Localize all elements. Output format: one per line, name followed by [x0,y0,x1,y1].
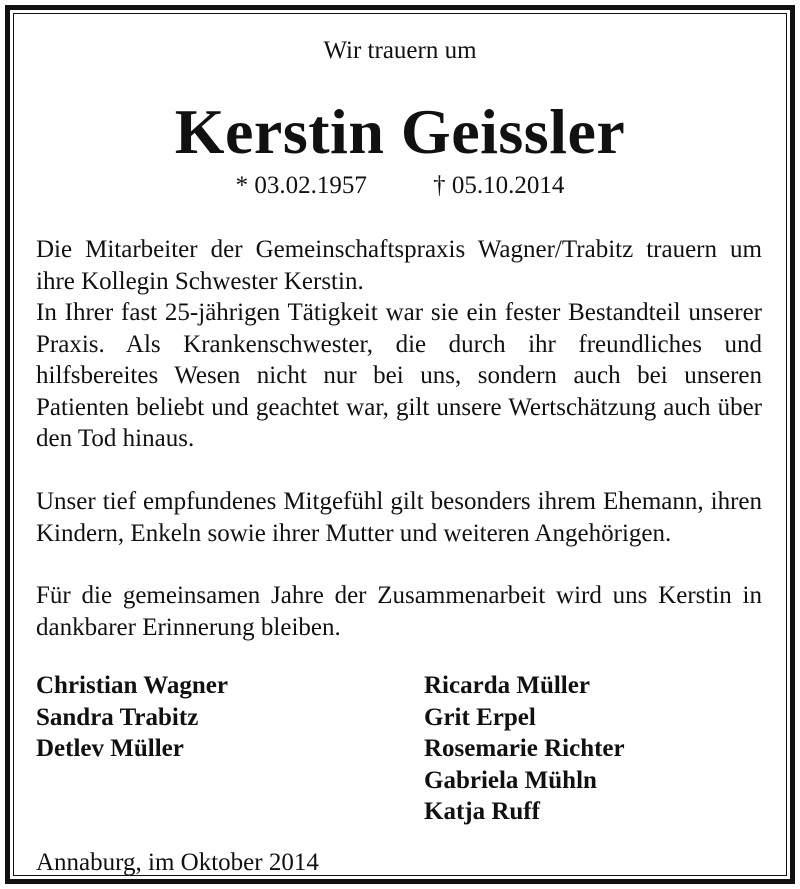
signer-name: Ricarda Müller [424,672,590,699]
death-date: † 05.10.2014 [433,172,565,199]
place-and-date: Annaburg, im Oktober 2014 [36,849,319,876]
obituary-inner-border [13,13,787,876]
paragraph-condolence-text: Unser tief empfundenes Mitgefühl gilt besonders ihrem Ehemann, ihren Kindern, Enkeln sowie ihrer Mutter und weiteren Angehörigen. [36,488,762,547]
deceased-name: Kerstin Geissler [174,96,626,167]
signer-name: Grit Erpel [424,703,536,731]
life-dates [14,171,786,201]
paragraph-tribute [36,234,762,455]
signer-name: Detlev Müller [36,735,184,762]
signers-left-column [36,670,228,765]
intro-line: Wir trauern um [323,37,477,64]
paragraph-tribute-detail: In Ihrer fast 25-jährigen Tätigkeit war sie ein fester Bestandteil unserer Praxis. Als Krankenschwester, die durch ihr freundliches und hilfsbereites Wesen nicht nur bei uns, sondern auch bei unseren Patienten beliebt und geachtet war, gilt unsere Wertschätzung auch über den Tod hinaus. [36,299,762,452]
signer-name: Christian Wagner [36,672,228,699]
paragraph-condolence [36,486,762,549]
signer-name: Rosemarie Richter [424,735,625,762]
signer-name: Sandra Trabitz [36,703,199,731]
signer-name: Gabriela Mühln [424,766,597,794]
signers-right-column [424,670,625,828]
paragraph-memory [36,580,762,643]
obituary-frame [5,5,795,884]
paragraph-tribute-intro: Die Mitarbeiter der Gemeinschaftspraxis Wagner/Trabitz trauern um ihre Kollegin Schwester Kerstin. [36,236,762,295]
birth-date: * 03.02.1957 [235,172,367,199]
paragraph-memory-text: Für die gemeinsamen Jahre der Zusammenarbeit wird uns Kerstin in dankbarer Erinnerung bleiben. [36,582,762,641]
signer-name: Katja Ruff [424,798,540,825]
